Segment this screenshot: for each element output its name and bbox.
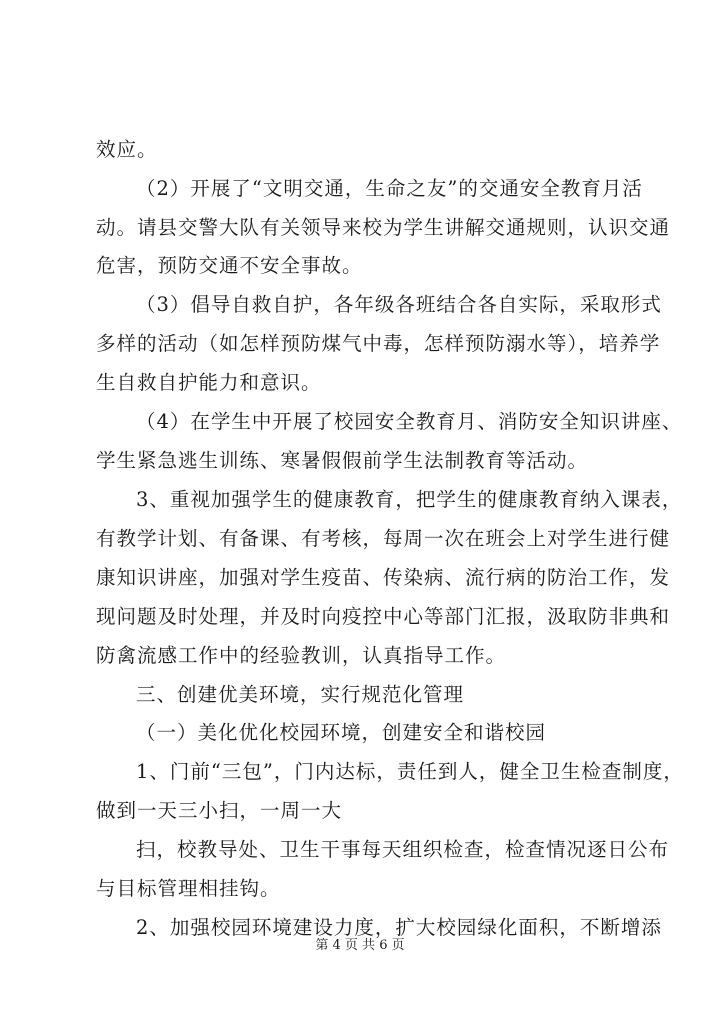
text-line: 现问题及时处理，并及时向疫控中心等部门汇报，汲取防非典和 — [96, 605, 671, 628]
text-line: （3）倡导自救自护，各年级各班结合各自实际，采取形式 — [136, 293, 662, 316]
text-line: 康知识讲座，加强对学生疫苗、传染病、流行病的防治工作，发 — [96, 566, 671, 589]
text-line: 1、门前“三包”，门内达标，责任到人，健全卫生检查制度， — [136, 760, 684, 783]
text-line: 做到一天三小扫，一周一大 — [96, 799, 343, 822]
page-number: 第 4 页 共 6 页 — [315, 938, 405, 953]
section-heading: 三、创建优美环境，实行规范化管理 — [136, 683, 465, 706]
text-line: 防禽流感工作中的经验教训，认真指导工作。 — [96, 644, 507, 667]
text-line: 学生紧急逃生训练、寒暑假假前学生法制教育等活动。 — [96, 449, 589, 472]
subsection-heading: （一）美化优化校园环境，创建安全和谐校园 — [136, 721, 547, 744]
text-line: 效应。 — [96, 138, 158, 161]
text-line: 动。请县交警大队有关领导来校为学生讲解交通规则，认识交通 — [96, 216, 671, 239]
text-line: （2）开展了“文明交通，生命之友”的交通安全教育月活 — [136, 177, 643, 200]
text-line: （4）在学生中开展了校园安全教育月、消防安全知识讲座、 — [136, 410, 683, 433]
text-line: 2、加强校园环境建设力度，扩大校园绿化面积，不断增添 — [136, 916, 662, 939]
text-line: 有教学计划、有备课、有考核，每周一次在班会上对学生进行健 — [96, 527, 671, 550]
text-line: 生自救自护能力和意识。 — [96, 371, 322, 394]
text-line: 3、重视加强学生的健康教育，把学生的健康教育纳入课表， — [136, 488, 683, 511]
text-line: 多样的活动（如怎样预防煤气中毒，怎样预防溺水等），培养学 — [96, 332, 661, 355]
text-line: 与目标管理相挂钩。 — [96, 877, 281, 900]
text-line: 危害，预防交通不安全事故。 — [96, 254, 363, 277]
text-line: 扫，校教导处、卫生干事每天组织检查，检查情况逐日公布 — [136, 838, 670, 861]
